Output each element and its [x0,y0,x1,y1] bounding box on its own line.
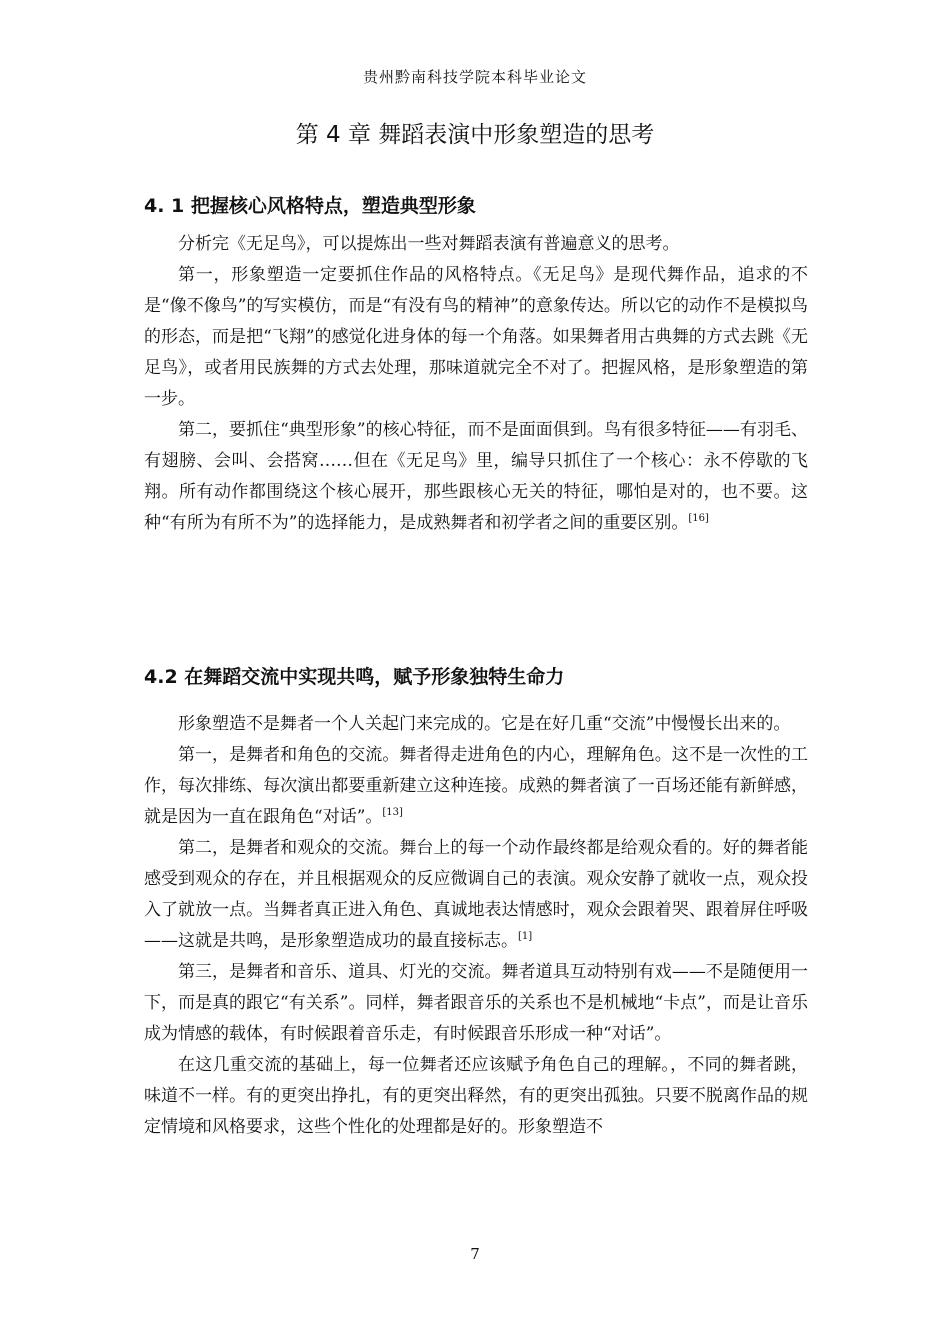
paragraph-text: 第三，是舞者和音乐、道具、灯光的交流。舞者道具互动特别有戏——不是随便用一下，而是真的跟它“有关系”。同样，舞者跟音乐的关系也不是机械地“卡点”，而是让音乐成为情感的载体，有时候跟着音乐走，有时候跟音乐形成一种“对话”。 [144,962,808,1044]
paragraph-text: 第二，要抓住“典型形象”的核心特征，而不是面面俱到。鸟有很多特征——有羽毛、有翅膀、会叫、会搭窝……但在《无足鸟》里，编导只抓住了一个核心：永不停歇的飞翔。所有动作都围绕这个核心展开，那些跟核心无关的特征，哪怕是对的，也不要。这种“有所为有所不为”的选择能力，是成熟舞者和初学者之间的重要区别。 [144,420,808,533]
paragraph-text: 第一，是舞者和角色的交流。舞者得走进角色的内心，理解角色。这不是一次性的工作，每次排练、每次演出都要重新建立这种连接。成熟的舞者演了一百场还能有新鲜感，就是因为一直在跟角色“对话”。 [144,745,808,827]
section-4-2-body [144,709,808,1143]
paragraph [144,1050,808,1143]
paragraph [144,833,808,957]
paragraph-text: 分析完《无足鸟》，可以提炼出一些对舞蹈表演有普遍意义的思考。 [178,234,680,254]
paragraph-text: 在这几重交流的基础上，每一位舞者还应该赋予角色自己的理解。，不同的舞者跳，味道不一样。有的更突出挣扎，有的更突出释然，有的更突出孤独。只要不脱离作品的规定情境和风格要求，这些个性化的处理都是好的。形象塑造不 [144,1055,808,1137]
paragraph-text: 形象塑造不是舞者一个人关起门来完成的。它是在好几重“交流”中慢慢长出来的。 [178,714,791,734]
section-title-4-1: 4. 1 把握核心风格特点，塑造典型形象 [144,195,476,217]
paragraph [144,415,808,539]
section-4-1-body [144,229,808,539]
citation-marker: [13] [382,807,403,818]
citation-marker: [16] [688,513,709,524]
paragraph-text: 第二，是舞者和观众的交流。舞台上的每一个动作最终都是给观众看的。好的舞者能感受到观众的存在，并且根据观众的反应微调自己的表演。观众安静了就收一点，观众投入了就放一点。当舞者真正进入角色、真诚地表达情感时，观众会跟着哭、跟着屏住呼吸——这就是共鸣，是形象塑造成功的最直接标志。 [144,838,808,951]
running-header: 贵州黔南科技学院本科毕业论文 [362,68,587,86]
section-title-4-2: 4.2 在舞蹈交流中实现共鸣，赋予形象独特生命力 [144,666,565,688]
paragraph [144,709,808,740]
page-number: 7 [470,1245,480,1263]
chapter-title: 第 4 章 舞蹈表演中形象塑造的思考 [295,122,655,148]
citation-marker: [1] [518,931,533,942]
paragraph [144,957,808,1050]
paragraph-text: 第一，形象塑造一定要抓住作品的风格特点。《无足鸟》是现代舞作品，追求的不是“像不像鸟”的写实模仿，而是“有没有鸟的精神”的意象传达。所以它的动作不是模拟鸟的形态，而是把“飞翔”的感觉化进身体的每一个角落。如果舞者用古典舞的方式去跳《无足鸟》，或者用民族舞的方式去处理，那味道就完全不对了。把握风格，是形象塑造的第一步。 [144,265,808,409]
paragraph [144,260,808,415]
paragraph [144,740,808,833]
paragraph [144,229,808,260]
